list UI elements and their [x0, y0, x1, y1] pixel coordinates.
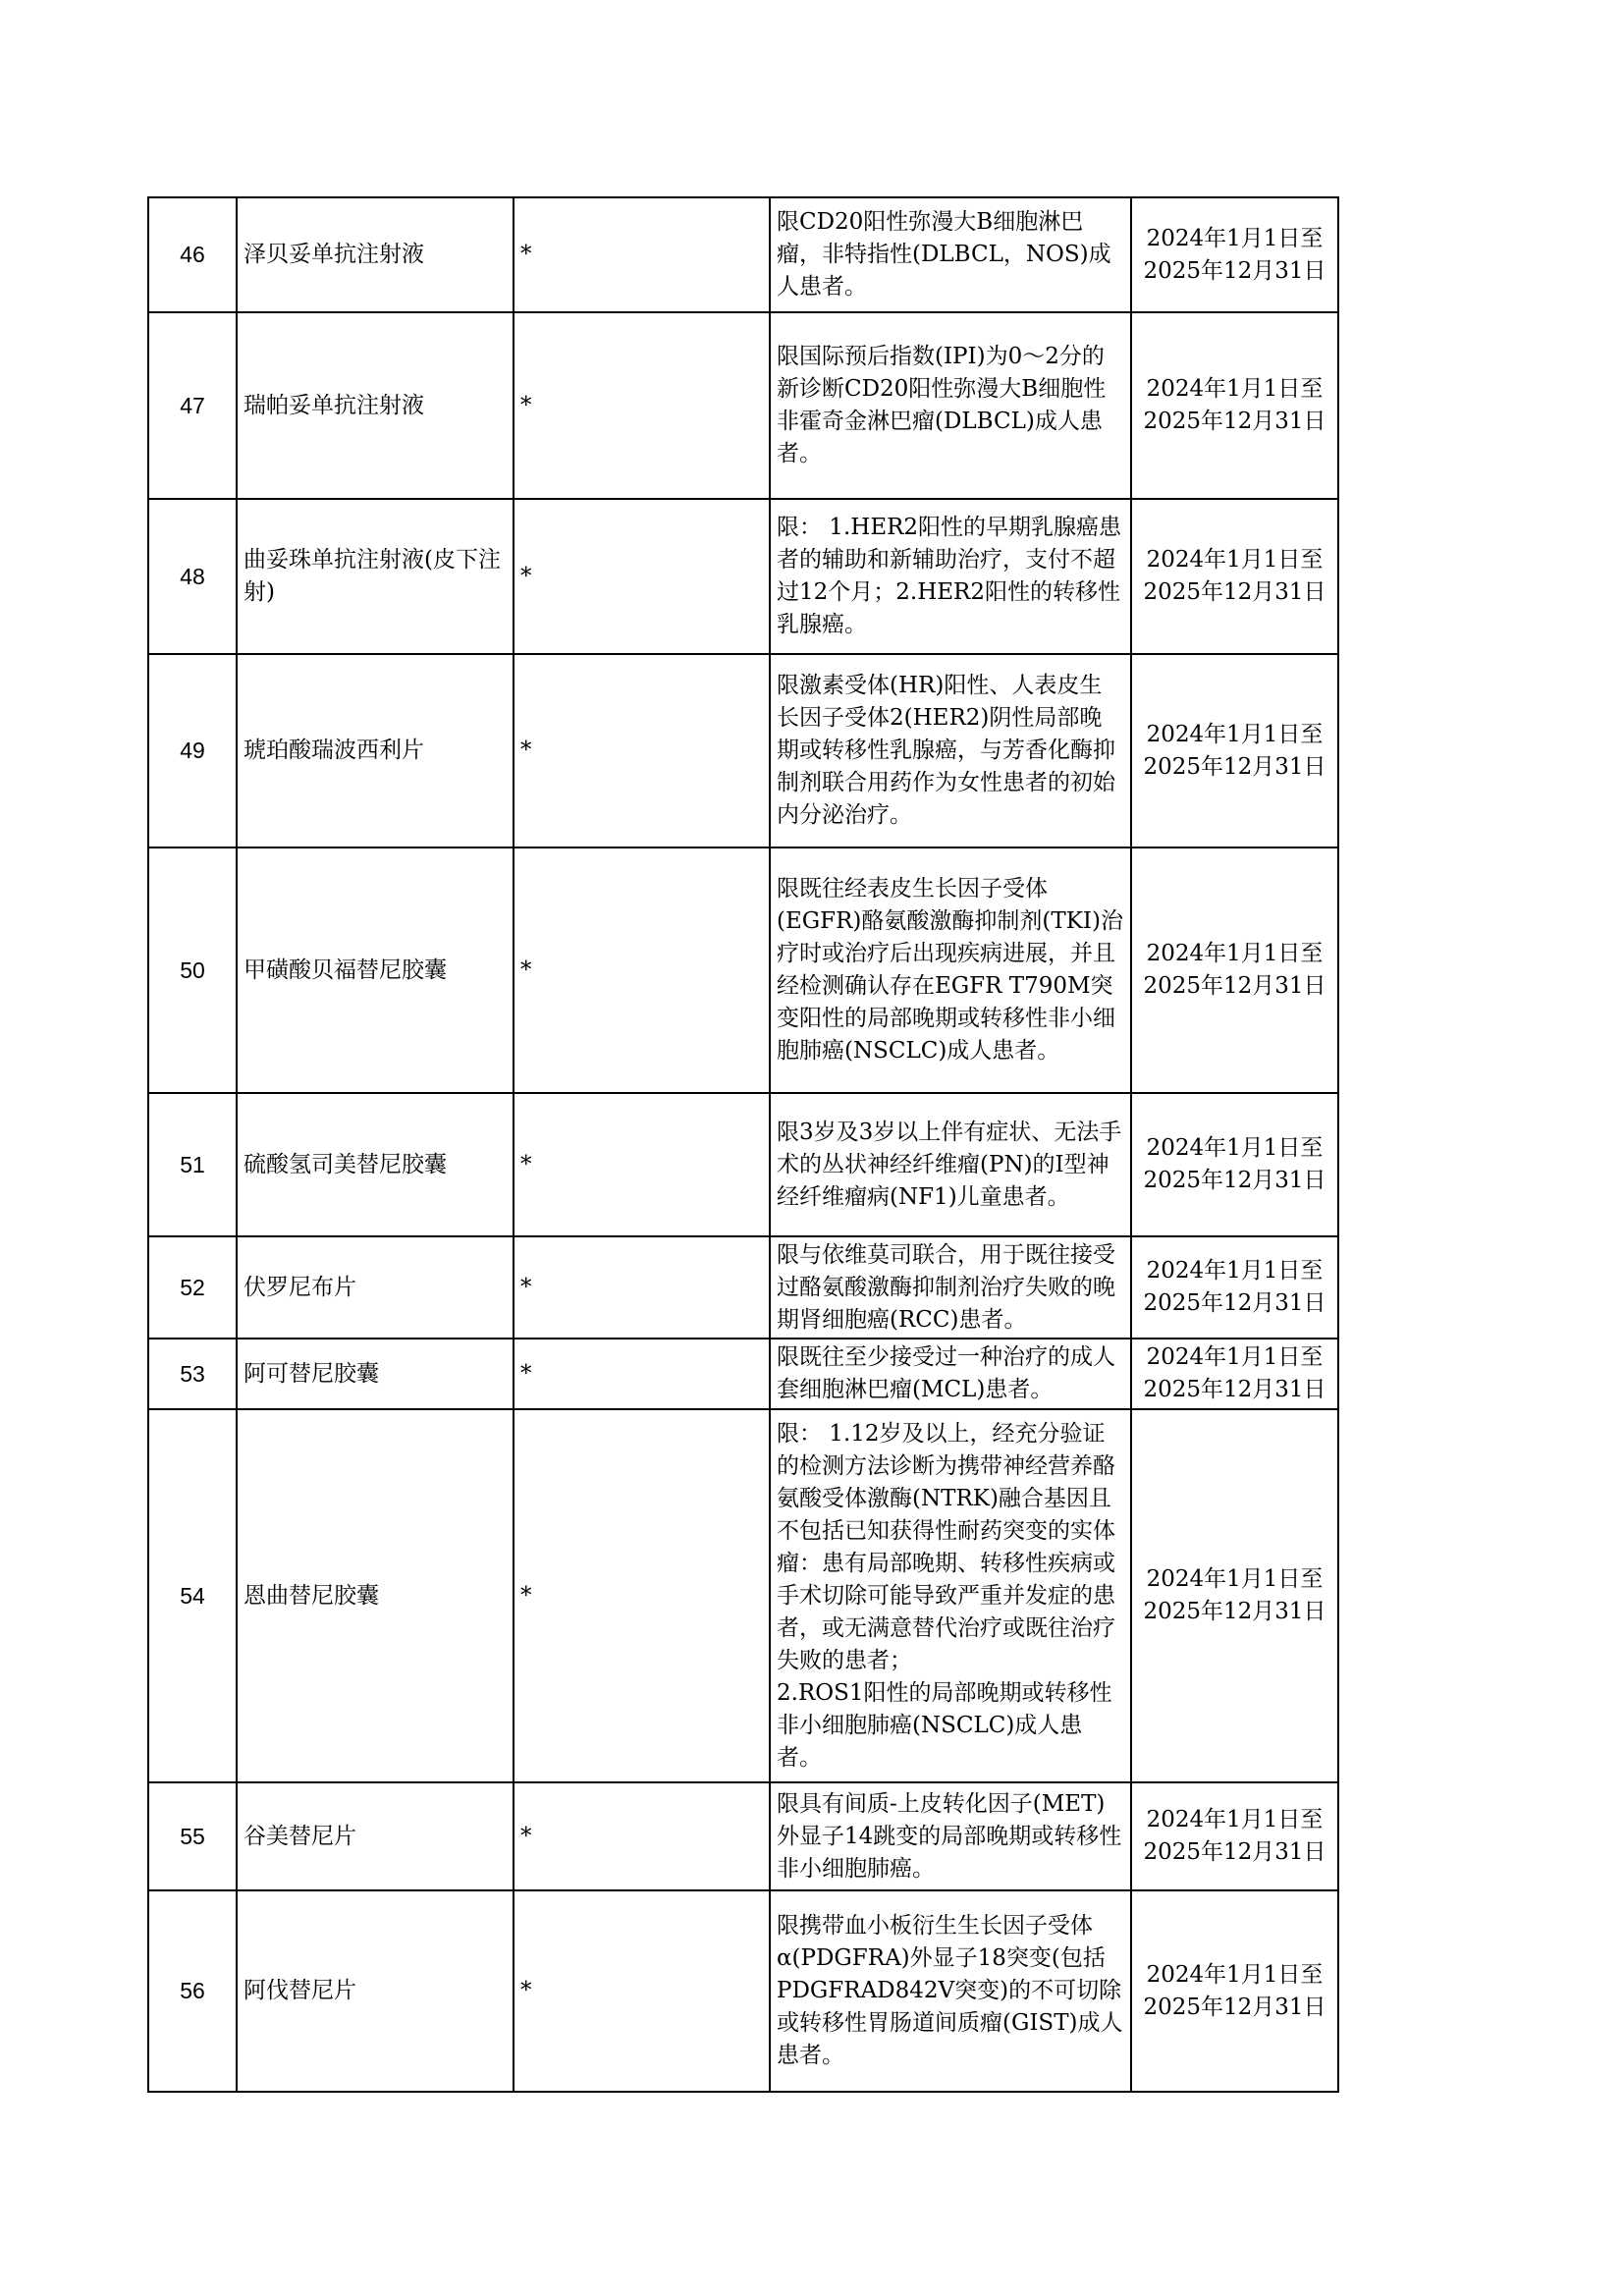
drug-name-text: 甲磺酸贝福替尼胶囊 [243, 957, 447, 983]
restriction-note [770, 847, 1131, 1093]
mark-text: * [520, 392, 532, 418]
restriction-note [770, 499, 1131, 654]
date-start: 2024年1月1日至 [1146, 1135, 1324, 1161]
row-number-text: 49 [180, 738, 205, 763]
date-end: 2025年12月31日 [1143, 753, 1326, 780]
validity-period [1131, 1093, 1338, 1236]
date-start: 2024年1月1日至 [1146, 1807, 1324, 1832]
mark-text: * [520, 1823, 532, 1849]
validity-period [1131, 1409, 1338, 1782]
mark-cell [514, 1236, 770, 1339]
drug-table [147, 196, 1339, 2093]
validity-period [1131, 312, 1338, 499]
restriction-text: 限国际预后指数(IPI)为0～2分的新诊断CD20阳性弥漫大B细胞性非霍奇金淋巴瘤(DLBCL)成人患者。 [777, 344, 1107, 466]
validity-period [1131, 1339, 1338, 1409]
row-number-text: 55 [180, 1823, 205, 1849]
date-end: 2025年12月31日 [1143, 1994, 1326, 2020]
date-start: 2024年1月1日至 [1146, 225, 1324, 251]
date-start: 2024年1月1日至 [1146, 1961, 1324, 1988]
row-number-text: 56 [180, 1978, 205, 2003]
mark-text: * [520, 1978, 532, 2003]
restriction-note [770, 654, 1131, 847]
table-row [148, 1890, 1338, 2092]
mark-text: * [520, 957, 532, 983]
mark-cell [514, 1890, 770, 2092]
date-start: 2024年1月1日至 [1146, 941, 1324, 966]
validity-period [1131, 1890, 1338, 2092]
restriction-text: 限既往至少接受过一种治疗的成人套细胞淋巴瘤(MCL)患者。 [777, 1344, 1115, 1402]
table-row [148, 197, 1338, 312]
restriction-note [770, 197, 1131, 312]
date-start: 2024年1月1日至 [1146, 547, 1324, 573]
validity-period [1131, 654, 1338, 847]
table-row [148, 847, 1338, 1093]
mark-cell [514, 197, 770, 312]
date-start: 2024年1月1日至 [1146, 1344, 1324, 1370]
restriction-note [770, 1890, 1131, 2092]
drug-name [237, 197, 514, 312]
restriction-text: 限CD20阳性弥漫大B细胞淋巴瘤，非特指性(DLBCL，NOS)成人患者。 [777, 209, 1111, 300]
drug-name [237, 1782, 514, 1890]
restriction-text: 限激素受体(HR)阳性、人表皮生长因子受体2(HER2)阴性局部晚期或转移性乳腺癌，与芳香化酶抑制剂联合用药作为女性患者的初始内分泌治疗。 [777, 673, 1115, 828]
drug-name [237, 1890, 514, 2092]
drug-name-text: 瑞帕妥单抗注射液 [243, 392, 424, 418]
date-start: 2024年1月1日至 [1146, 376, 1324, 402]
mark-text: * [520, 1151, 532, 1177]
restriction-note [770, 1782, 1131, 1890]
mark-text: * [520, 738, 532, 763]
table-row [148, 1236, 1338, 1339]
row-number [148, 654, 237, 847]
drug-name [237, 1236, 514, 1339]
drug-name [237, 499, 514, 654]
table-row [148, 1782, 1338, 1890]
mark-cell [514, 654, 770, 847]
row-number-text: 54 [180, 1582, 205, 1609]
restriction-note [770, 1093, 1131, 1236]
mark-cell [514, 1093, 770, 1236]
drug-name [237, 1339, 514, 1409]
table-row [148, 1093, 1338, 1236]
drug-name [237, 1409, 514, 1782]
date-end: 2025年12月31日 [1143, 1377, 1326, 1402]
row-number [148, 1782, 237, 1890]
table-row [148, 499, 1338, 654]
row-number [148, 1236, 237, 1339]
drug-name [237, 1093, 514, 1236]
row-number-text: 47 [180, 392, 205, 418]
row-number [148, 1339, 237, 1409]
drug-name-text: 谷美替尼片 [243, 1823, 356, 1849]
date-start: 2024年1月1日至 [1146, 721, 1324, 747]
mark-text: * [520, 1274, 532, 1300]
mark-cell [514, 847, 770, 1093]
restriction-text: 限携带血小板衍生生长因子受体α(PDGFRA)外显子18突变(包括PDGFRAD842V突变)的不可切除或转移性胃肠道间质瘤(GIST)成人患者。 [777, 1913, 1123, 2068]
row-number [148, 197, 237, 312]
date-end: 2025年12月31日 [1143, 579, 1326, 605]
drug-name [237, 654, 514, 847]
restriction-note [770, 1339, 1131, 1409]
row-number [148, 312, 237, 499]
mark-text: * [520, 242, 532, 267]
date-end: 2025年12月31日 [1143, 409, 1326, 434]
validity-period [1131, 499, 1338, 654]
drug-name-text: 硫酸氢司美替尼胶囊 [243, 1151, 447, 1177]
validity-period [1131, 847, 1338, 1093]
row-number [148, 847, 237, 1093]
drug-name [237, 847, 514, 1093]
drug-name-text: 阿伐替尼片 [243, 1978, 356, 2003]
row-number [148, 499, 237, 654]
restriction-text: 限： 1.HER2阳性的早期乳腺癌患者的辅助和新辅助治疗，支付不超过12个月；2.HER2阳性的转移性乳腺癌。 [777, 515, 1122, 637]
drug-name-text: 曲妥珠单抗注射液(皮下注射) [243, 547, 501, 605]
date-end: 2025年12月31日 [1143, 973, 1326, 999]
validity-period [1131, 1236, 1338, 1339]
table-row [148, 1409, 1338, 1782]
date-start: 2024年1月1日至 [1146, 1566, 1324, 1592]
mark-cell [514, 499, 770, 654]
restriction-text: 限3岁及3岁以上伴有症状、无法手术的丛状神经纤维瘤(PN)的I型神经纤维瘤病(NF1)儿童患者。 [777, 1119, 1122, 1210]
row-number-text: 52 [180, 1274, 205, 1300]
drug-name [237, 312, 514, 499]
date-end: 2025年12月31日 [1143, 1599, 1326, 1624]
table-row [148, 1339, 1338, 1409]
restriction-note [770, 312, 1131, 499]
drug-table-body [148, 197, 1338, 2092]
drug-name-text: 泽贝妥单抗注射液 [243, 242, 424, 267]
row-number-text: 53 [180, 1360, 205, 1387]
drug-name-text: 伏罗尼布片 [243, 1274, 356, 1300]
validity-period [1131, 1782, 1338, 1890]
row-number-text: 48 [180, 563, 205, 589]
row-number [148, 1409, 237, 1782]
date-end: 2025年12月31日 [1143, 1168, 1326, 1193]
date-end: 2025年12月31日 [1143, 257, 1326, 284]
drug-name-text: 恩曲替尼胶囊 [243, 1582, 379, 1609]
row-number [148, 1093, 237, 1236]
mark-cell [514, 312, 770, 499]
mark-text: * [520, 1360, 532, 1387]
mark-text: * [520, 1582, 532, 1609]
restriction-note [770, 1236, 1131, 1339]
date-end: 2025年12月31日 [1143, 1839, 1326, 1865]
date-start: 2024年1月1日至 [1146, 1258, 1324, 1284]
drug-name-text: 阿可替尼胶囊 [243, 1360, 379, 1387]
date-end: 2025年12月31日 [1143, 1290, 1326, 1316]
row-number-text: 51 [180, 1151, 205, 1177]
drug-name-text: 琥珀酸瑞波西利片 [243, 738, 424, 763]
row-number-text: 46 [180, 242, 205, 267]
row-number-text: 50 [180, 957, 205, 983]
restriction-text: 限具有间质-上皮转化因子(MET)外显子14跳变的局部晚期或转移性非小细胞肺癌。 [777, 1790, 1122, 1882]
mark-cell [514, 1409, 770, 1782]
row-number [148, 1890, 237, 2092]
table-row [148, 654, 1338, 847]
restriction-text: 限： 1.12岁及以上，经充分验证的检测方法诊断为携带神经营养酪氨酸受体激酶(NTRK)融合基因且不包括已知获得性耐药突变的实体瘤：患有局部晚期、转移性疾病或手术切除可能导致严重并发症的患者，或无满意替代治疗或既往治疗失败的患者； 2.ROS1阳性的局部晚期或转移性非小细胞肺癌(NSCLC)成人患者。 [777, 1420, 1115, 1771]
table-row [148, 312, 1338, 499]
mark-cell [514, 1339, 770, 1409]
mark-text: * [520, 563, 532, 589]
restriction-text: 限既往经表皮生长因子受体(EGFR)酪氨酸激酶抑制剂(TKI)治疗时或治疗后出现疾病进展，并且经检测确认存在EGFR T790M突变阳性的局部晚期或转移性非小细胞肺癌(NSCLC)成人患者。 [777, 876, 1123, 1064]
validity-period [1131, 197, 1338, 312]
mark-cell [514, 1782, 770, 1890]
restriction-text: 限与依维莫司联合，用于既往接受过酪氨酸激酶抑制剂治疗失败的晚期肾细胞癌(RCC)患者。 [777, 1241, 1115, 1333]
restriction-note [770, 1409, 1131, 1782]
